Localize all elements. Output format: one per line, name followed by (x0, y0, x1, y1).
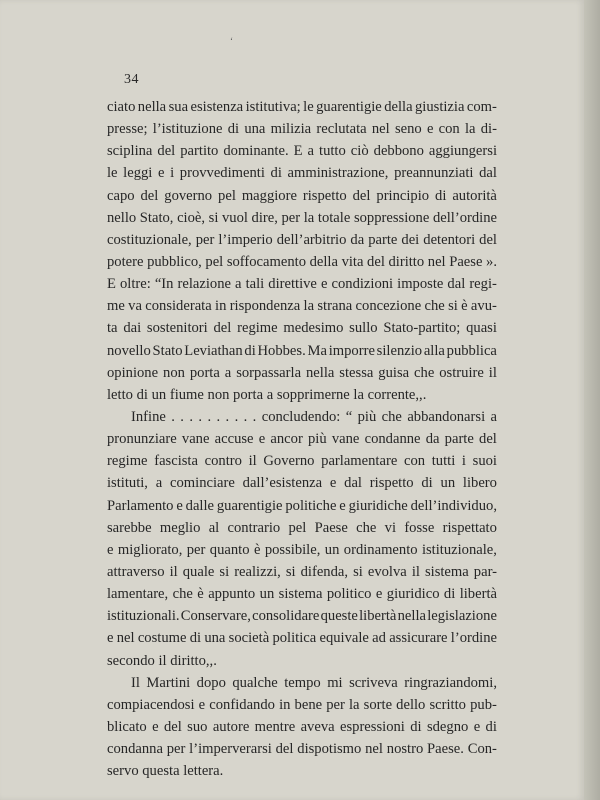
text-line: Il Martini dopo qualche tempo mi scriveva ringraziandomi, (131, 674, 497, 691)
text-line: letto di un fiume non porta a sopprimerne la corrente,,. (107, 386, 427, 403)
body-text (107, 96, 497, 782)
text-line: istituzionali. Conservare, consolidare queste libertà nella legislazione (107, 608, 497, 625)
text-line: regime fascista contro il Governo parlamentare con tutti i suoi (107, 453, 497, 470)
page-mark: ‘ (230, 36, 233, 46)
text-line: le leggi e i provvedimenti di amministrazione, preannunziati dal (107, 165, 497, 182)
page-edge (584, 0, 600, 800)
text-line: condanna per l’imperverarsi del dispotismo nel nostro Paese. Con- (107, 741, 497, 758)
text-line: ta dai sostenitori del regime medesimo sullo Stato-partito; quasi (107, 320, 497, 337)
page-number: 34 (124, 72, 139, 87)
text-line: e migliorato, per quanto è possibile, un ordinamento istituzionale, (107, 541, 497, 558)
text-line: istituti, a cominciare dall’esistenza e dal rispetto di un libero (107, 475, 497, 492)
text-line: costituzionale, per l’imperio dell’arbitrio da parte dei detentori del (107, 231, 497, 248)
text-line: pronunziare vane accuse e ancor più vane condanne da parte del (107, 431, 497, 448)
text-line: servo questa lettera. (107, 763, 224, 780)
text-line: Parlamento e dalle guarentigie politiche e giuridiche dell’individuo, (107, 497, 497, 514)
text-line: compiacendosi e confidando in bene per la sorte dello scritto pub- (107, 696, 497, 713)
text-line: attraverso il quale si realizzi, si difenda, si evolva il sistema par- (107, 563, 497, 580)
text-line: Infine . . . . . . . . . . concludendo: “ più che abbandonarsi a (131, 408, 497, 425)
text-line: opinione non porta a sorpassarla nella stessa guisa che ostruire il (107, 364, 497, 381)
text-line: potere pubblico, pel soffocamento della vita del diritto nel Paese ». (107, 253, 497, 270)
text-line: nello Stato, cioè, si vuol dire, per la totale soppressione dell’ordine (107, 209, 497, 226)
text-line: ciato nella sua esistenza istitutiva; le guarentigie della giustizia com- (107, 99, 497, 115)
text-line: me va considerata in rispondenza la strana concezione che si è avu- (107, 298, 497, 315)
text-line: lamentare, che è appunto un sistema politico e giuridico di libertà (107, 586, 497, 603)
text-line: sarebbe meglio al contrario pel Paese che vi fosse rispettato (107, 519, 497, 536)
text-line: capo del governo pel maggiore rispetto del principio di autorità (107, 187, 497, 204)
text-line: presse; l’istituzione di una milizia reclutata nel seno e con la di- (107, 121, 497, 138)
text-line: E oltre: “In relazione a tali direttive e condizioni imposte dal regi- (107, 276, 497, 293)
text-line: blicato e del suo autore mentre aveva espressioni di sdegno e di (107, 718, 497, 735)
text-line: sciplina del partito dominante. E a tutto ciò debbono aggiungersi (107, 143, 497, 160)
text-line: e nel costume di una società politica equivale ad assicurare l’ordine (107, 630, 497, 647)
text-line: secondo il diritto,,. (107, 652, 217, 669)
text-line: novello Stato Leviathan di Hobbes. Ma imporre silenzio alla pubblica (107, 342, 497, 359)
